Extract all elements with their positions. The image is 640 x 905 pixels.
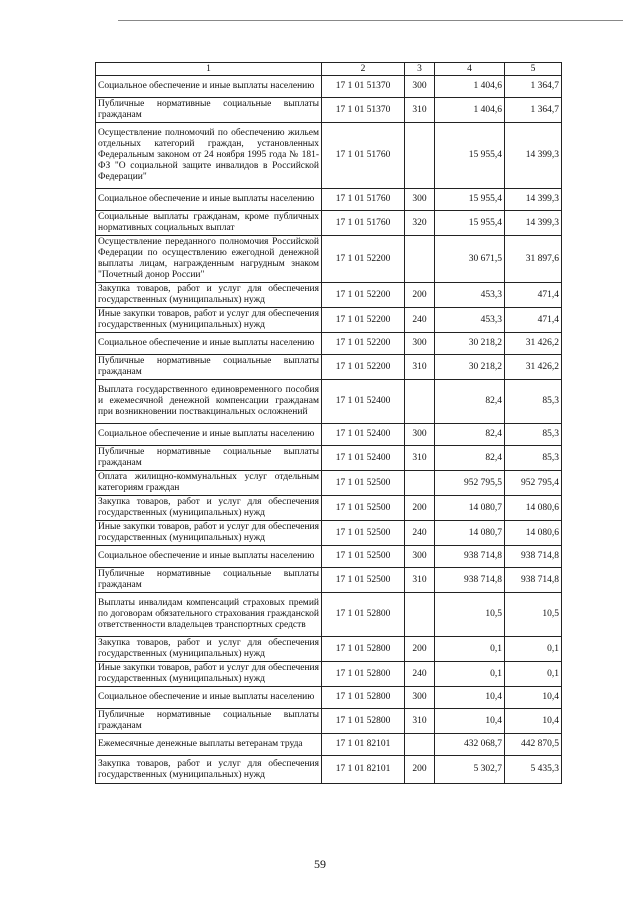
row-value-col5: 31 426,2 xyxy=(505,355,562,380)
table-row xyxy=(96,211,562,236)
row-code-cell: 17 1 01 52200 xyxy=(322,283,405,308)
row-name-cell: Закупка товаров, работ и услуг для обеспечения государственных (муниципальных) нужд xyxy=(96,637,322,662)
row-name-cell: Закупка товаров, работ и услуг для обеспечения государственных (муниципальных) нужд xyxy=(96,283,322,308)
row-vr-cell: 240 xyxy=(405,662,435,687)
row-name-cell: Социальное обеспечение и иные выплаты населению xyxy=(96,189,322,211)
row-value-col5: 14 399,3 xyxy=(505,211,562,236)
row-value-col5: 938 714,8 xyxy=(505,568,562,593)
table-row xyxy=(96,521,562,546)
table-row xyxy=(96,568,562,593)
table-row xyxy=(96,446,562,471)
row-name-cell: Социальное обеспечение и иные выплаты населению xyxy=(96,76,322,98)
row-value-col4: 82,4 xyxy=(435,380,505,424)
row-name-cell: Осуществление переданного полномочия Российской Федерации по осуществлению ежегодной денежной выплаты лицам, награжденным нагрудным знаком "Почетный донор России" xyxy=(96,236,322,283)
row-value-col5: 1 364,7 xyxy=(505,98,562,123)
table-row xyxy=(96,283,562,308)
row-vr-cell: 200 xyxy=(405,756,435,784)
row-name-cell: Публичные нормативные социальные выплаты гражданам xyxy=(96,568,322,593)
row-value-col4: 82,4 xyxy=(435,446,505,471)
row-name-cell: Социальное обеспечение и иные выплаты населению xyxy=(96,333,322,355)
row-name-cell: Выплата государственного единовременного пособия и ежемесячной денежной компенсации гражданам при возникновении поствакцинальных осложнений xyxy=(96,380,322,424)
table-row xyxy=(96,424,562,446)
row-value-col5: 471,4 xyxy=(505,283,562,308)
row-vr-cell: 310 xyxy=(405,446,435,471)
row-vr-cell: 200 xyxy=(405,496,435,521)
row-value-col5: 471,4 xyxy=(505,308,562,333)
row-value-col4: 1 404,6 xyxy=(435,76,505,98)
row-vr-cell: 310 xyxy=(405,355,435,380)
row-vr-cell: 310 xyxy=(405,568,435,593)
row-value-col4: 432 068,7 xyxy=(435,734,505,756)
row-value-col5: 5 435,3 xyxy=(505,756,562,784)
table-row xyxy=(96,380,562,424)
table-row xyxy=(96,123,562,189)
table-row xyxy=(96,734,562,756)
row-value-col4: 14 080,7 xyxy=(435,521,505,546)
row-value-col4: 453,3 xyxy=(435,308,505,333)
row-name-cell: Социальное обеспечение и иные выплаты населению xyxy=(96,687,322,709)
row-name-cell: Закупка товаров, работ и услуг для обеспечения государственных (муниципальных) нужд xyxy=(96,496,322,521)
row-value-col4: 15 955,4 xyxy=(435,189,505,211)
row-vr-cell: 200 xyxy=(405,283,435,308)
row-value-col5: 10,5 xyxy=(505,593,562,637)
page-number: 59 xyxy=(314,857,326,871)
row-vr-cell: 240 xyxy=(405,521,435,546)
row-value-col5: 10,4 xyxy=(505,687,562,709)
row-code-cell: 17 1 01 52800 xyxy=(322,593,405,637)
row-vr-cell: 320 xyxy=(405,211,435,236)
row-vr-cell: 240 xyxy=(405,308,435,333)
row-value-col5: 14 399,3 xyxy=(505,123,562,189)
header-col-2: 2 xyxy=(322,63,405,76)
table-row xyxy=(96,189,562,211)
row-value-col4: 5 302,7 xyxy=(435,756,505,784)
row-vr-cell: 310 xyxy=(405,98,435,123)
row-code-cell: 17 1 01 52500 xyxy=(322,496,405,521)
row-value-col4: 10,5 xyxy=(435,593,505,637)
row-name-cell: Иные закупки товаров, работ и услуг для обеспечения государственных (муниципальных) нужд xyxy=(96,662,322,687)
row-value-col4: 0,1 xyxy=(435,662,505,687)
row-name-cell: Социальные выплаты гражданам, кроме публичных нормативных социальных выплат xyxy=(96,211,322,236)
row-code-cell: 17 1 01 82101 xyxy=(322,756,405,784)
row-name-cell: Закупка товаров, работ и услуг для обеспечения государственных (муниципальных) нужд xyxy=(96,756,322,784)
row-vr-cell xyxy=(405,593,435,637)
row-code-cell: 17 1 01 51370 xyxy=(322,98,405,123)
row-value-col5: 14 080,6 xyxy=(505,521,562,546)
table-row xyxy=(96,76,562,98)
row-code-cell: 17 1 01 51760 xyxy=(322,189,405,211)
row-code-cell: 17 1 01 52400 xyxy=(322,424,405,446)
row-vr-cell xyxy=(405,380,435,424)
table-row xyxy=(96,546,562,568)
row-code-cell: 17 1 01 52200 xyxy=(322,355,405,380)
row-code-cell: 17 1 01 52200 xyxy=(322,333,405,355)
table-row xyxy=(96,355,562,380)
row-value-col5: 14 399,3 xyxy=(505,189,562,211)
row-code-cell: 17 1 01 52500 xyxy=(322,471,405,496)
row-value-col5: 10,4 xyxy=(505,709,562,734)
row-value-col5: 0,1 xyxy=(505,662,562,687)
row-name-cell: Выплаты инвалидам компенсаций страховых премий по договорам обязательного страхования гражданской ответственности владельцев транспортных средств xyxy=(96,593,322,637)
row-value-col5: 31 426,2 xyxy=(505,333,562,355)
table-row xyxy=(96,687,562,709)
header-col-1: 1 xyxy=(96,63,322,76)
table-row xyxy=(96,496,562,521)
row-name-cell: Иные закупки товаров, работ и услуг для обеспечения государственных (муниципальных) нужд xyxy=(96,521,322,546)
row-code-cell: 17 1 01 52500 xyxy=(322,521,405,546)
row-vr-cell xyxy=(405,734,435,756)
row-vr-cell: 300 xyxy=(405,687,435,709)
row-name-cell: Публичные нормативные социальные выплаты гражданам xyxy=(96,709,322,734)
row-vr-cell: 300 xyxy=(405,76,435,98)
table-row xyxy=(96,756,562,784)
row-vr-cell: 300 xyxy=(405,189,435,211)
row-code-cell: 17 1 01 51760 xyxy=(322,211,405,236)
row-value-col5: 31 897,6 xyxy=(505,236,562,283)
row-value-col4: 10,4 xyxy=(435,709,505,734)
row-value-col4: 82,4 xyxy=(435,424,505,446)
row-code-cell: 17 1 01 52200 xyxy=(322,308,405,333)
header-row xyxy=(96,63,562,76)
header-col-3: 3 xyxy=(405,63,435,76)
row-vr-cell xyxy=(405,236,435,283)
row-vr-cell xyxy=(405,471,435,496)
row-name-cell: Публичные нормативные социальные выплаты гражданам xyxy=(96,355,322,380)
row-name-cell: Публичные нормативные социальные выплаты гражданам xyxy=(96,446,322,471)
row-value-col4: 952 795,5 xyxy=(435,471,505,496)
row-code-cell: 17 1 01 52400 xyxy=(322,380,405,424)
budget-table xyxy=(95,62,562,784)
row-name-cell: Иные закупки товаров, работ и услуг для обеспечения государственных (муниципальных) нужд xyxy=(96,308,322,333)
row-code-cell: 17 1 01 52800 xyxy=(322,709,405,734)
row-value-col5: 952 795,4 xyxy=(505,471,562,496)
row-value-col5: 1 364,7 xyxy=(505,76,562,98)
header-col-5: 5 xyxy=(505,63,562,76)
row-value-col4: 938 714,8 xyxy=(435,546,505,568)
row-value-col4: 938 714,8 xyxy=(435,568,505,593)
header-col-4: 4 xyxy=(435,63,505,76)
row-value-col5: 85,3 xyxy=(505,424,562,446)
table-row xyxy=(96,471,562,496)
row-code-cell: 17 1 01 52800 xyxy=(322,637,405,662)
row-name-cell: Публичные нормативные социальные выплаты гражданам xyxy=(96,98,322,123)
row-name-cell: Оплата жилищно-коммунальных услуг отдельным категориям граждан xyxy=(96,471,322,496)
row-vr-cell: 200 xyxy=(405,637,435,662)
row-name-cell: Социальное обеспечение и иные выплаты населению xyxy=(96,424,322,446)
row-code-cell: 17 1 01 52500 xyxy=(322,568,405,593)
row-value-col5: 938 714,8 xyxy=(505,546,562,568)
table-body xyxy=(96,76,562,784)
row-value-col4: 30 218,2 xyxy=(435,355,505,380)
row-value-col4: 453,3 xyxy=(435,283,505,308)
row-code-cell: 17 1 01 82101 xyxy=(322,734,405,756)
row-value-col4: 30 671,5 xyxy=(435,236,505,283)
row-value-col5: 0,1 xyxy=(505,637,562,662)
row-value-col5: 442 870,5 xyxy=(505,734,562,756)
row-value-col4: 14 080,7 xyxy=(435,496,505,521)
row-value-col5: 14 080,6 xyxy=(505,496,562,521)
table-row xyxy=(96,236,562,283)
table-row xyxy=(96,333,562,355)
row-code-cell: 17 1 01 52400 xyxy=(322,446,405,471)
table-row xyxy=(96,637,562,662)
row-code-cell: 17 1 01 51370 xyxy=(322,76,405,98)
row-code-cell: 17 1 01 52800 xyxy=(322,662,405,687)
row-value-col4: 1 404,6 xyxy=(435,98,505,123)
row-vr-cell xyxy=(405,123,435,189)
row-value-col5: 85,3 xyxy=(505,380,562,424)
row-code-cell: 17 1 01 52800 xyxy=(322,687,405,709)
table-row xyxy=(96,709,562,734)
row-vr-cell: 300 xyxy=(405,546,435,568)
row-vr-cell: 300 xyxy=(405,333,435,355)
row-value-col4: 30 218,2 xyxy=(435,333,505,355)
row-value-col4: 10,4 xyxy=(435,687,505,709)
row-vr-cell: 310 xyxy=(405,709,435,734)
row-name-cell: Ежемесячные денежные выплаты ветеранам труда xyxy=(96,734,322,756)
row-code-cell: 17 1 01 52200 xyxy=(322,236,405,283)
row-name-cell: Социальное обеспечение и иные выплаты населению xyxy=(96,546,322,568)
row-vr-cell: 300 xyxy=(405,424,435,446)
top-rule xyxy=(118,20,623,21)
table-row xyxy=(96,308,562,333)
row-code-cell: 17 1 01 51760 xyxy=(322,123,405,189)
row-value-col4: 0,1 xyxy=(435,637,505,662)
row-code-cell: 17 1 01 52500 xyxy=(322,546,405,568)
table-row xyxy=(96,98,562,123)
row-value-col4: 15 955,4 xyxy=(435,211,505,236)
table-row xyxy=(96,662,562,687)
row-value-col4: 15 955,4 xyxy=(435,123,505,189)
row-name-cell: Осуществление полномочий по обеспечению жильем отдельных категорий граждан, установленных Федеральным законом от 24 ноября 1995 года № 181-ФЗ "О социальной защите инвалидов в Российской Федерации" xyxy=(96,123,322,189)
table-row xyxy=(96,593,562,637)
row-value-col5: 85,3 xyxy=(505,446,562,471)
